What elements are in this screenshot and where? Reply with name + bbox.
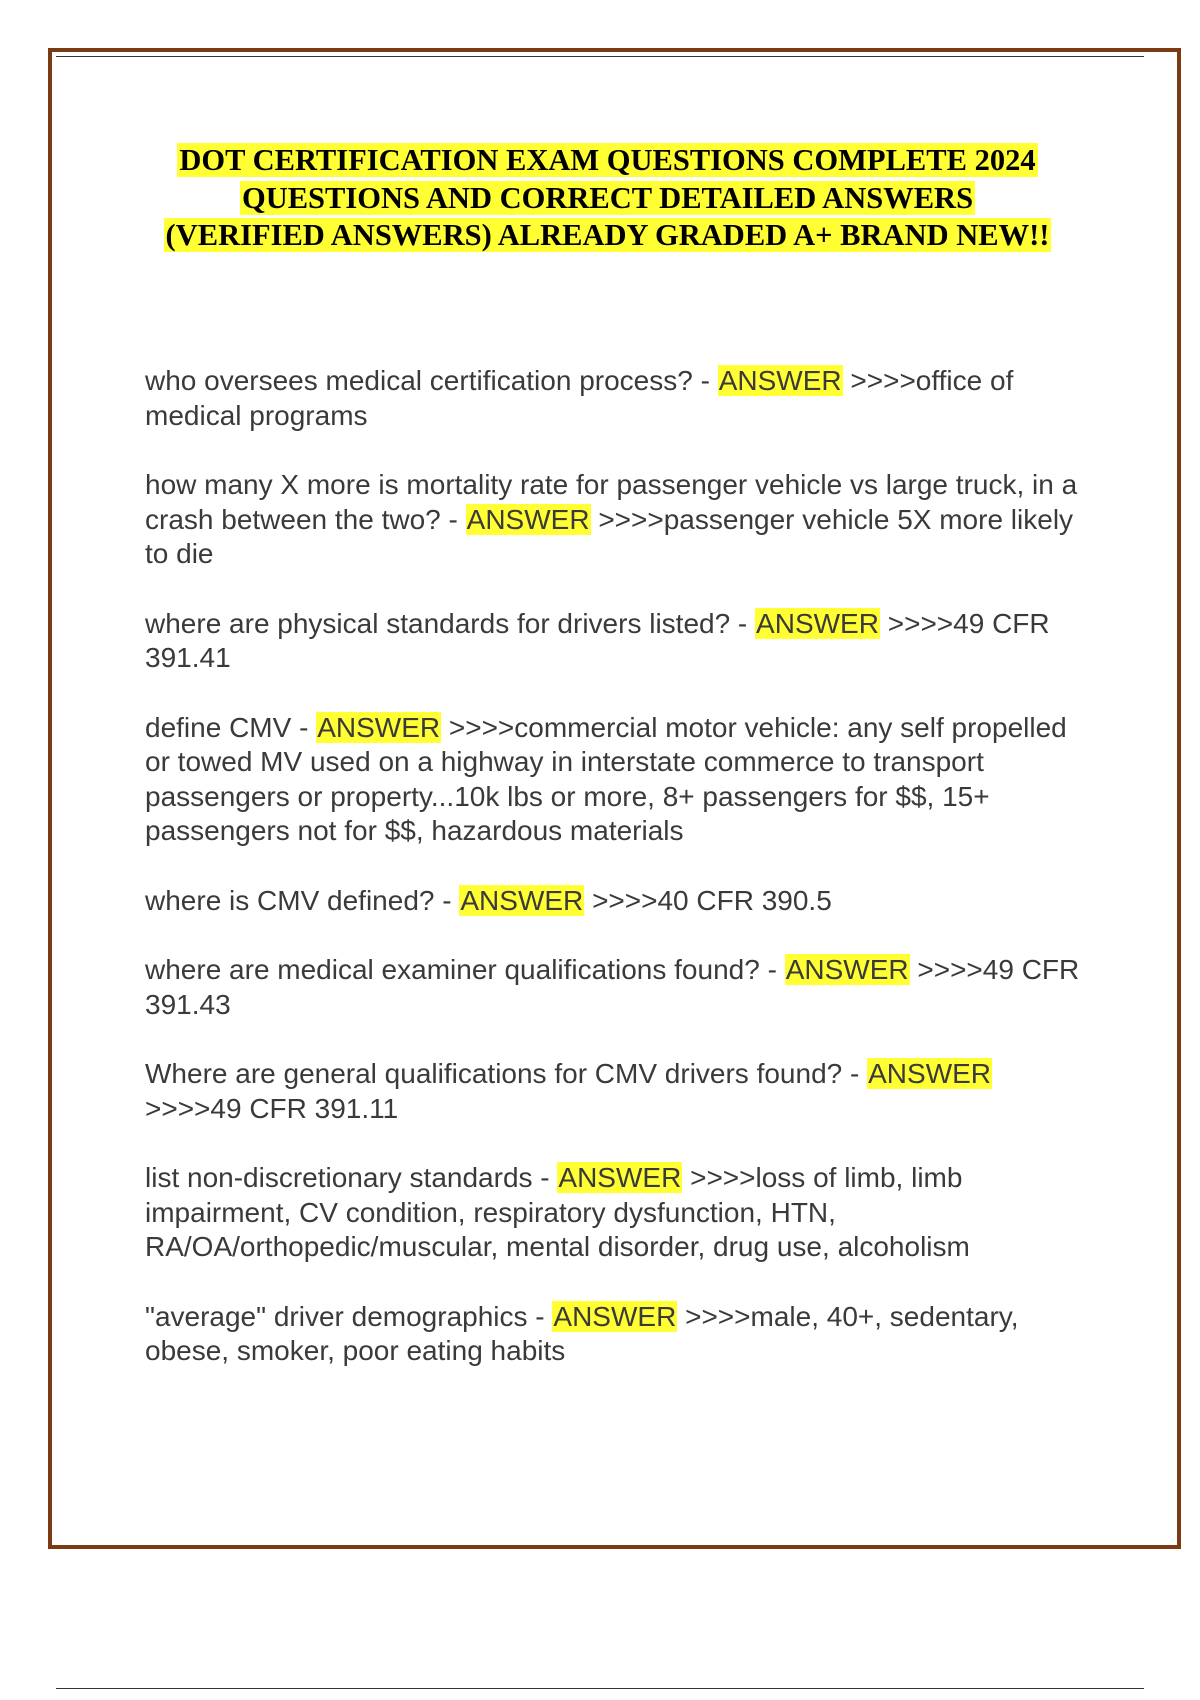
qa-item (145, 364, 1095, 433)
separator: - (434, 884, 460, 916)
answer-label: ANSWER (558, 1162, 682, 1193)
title-line-2: QUESTIONS AND CORRECT DETAILED ANSWERS (241, 180, 974, 215)
answer-label: ANSWER (553, 1300, 677, 1332)
answer-text: male, 40+, sedentary, obese, smoker, poor eating habits (145, 1300, 1019, 1366)
separator: - (692, 365, 718, 396)
separator: - (842, 1058, 868, 1089)
answer-label: ANSWER (317, 711, 441, 743)
qa-list (145, 364, 1095, 1404)
qa-item (145, 468, 1095, 572)
question-text: where are medical examiner qualifications found? (145, 954, 760, 985)
qa-item (145, 1161, 1095, 1265)
answer-arrow: >>>> (887, 607, 954, 639)
separator: - (730, 607, 756, 639)
answer-text: 49 CFR 391.11 (210, 1092, 399, 1124)
qa-item (145, 1057, 1095, 1126)
answer-label: ANSWER (460, 884, 584, 916)
answer-text: loss of limb, limb impairment, CV condition, respiratory dysfunction, HTN, RA/OA/orthopedic/muscular, mental disorder, drug use, alcoholism (145, 1162, 970, 1262)
answer-arrow: >>>> (917, 954, 983, 985)
answer-label: ANSWER (868, 1058, 992, 1089)
answer-arrow: >>>> (448, 711, 515, 743)
question-text: who oversees medical certification process? (145, 365, 693, 396)
question-text: "average" driver demographics (145, 1300, 528, 1332)
answer-text: passenger vehicle 5X more likely to die (145, 503, 1074, 569)
answer-text: 49 CFR 391.43 (145, 954, 1080, 1020)
question-text: Where are general qualifications for CMV drivers found? (145, 1058, 843, 1089)
title-line-1: DOT CERTIFICATION EXAM QUESTIONS COMPLETE 2024 (179, 143, 1036, 177)
qa-item (145, 953, 1095, 1022)
question-text: list non-discretionary standards (145, 1162, 533, 1193)
question-text: how many X more is mortality rate for passenger vehicle vs large truck, in a crash between the two? (145, 469, 1078, 535)
answer-label: ANSWER (718, 365, 842, 396)
answer-text: 40 CFR 390.5 (657, 884, 832, 916)
separator: - (759, 954, 785, 985)
qa-item (145, 884, 1095, 919)
answer-arrow: >>>> (685, 1300, 751, 1332)
separator: - (291, 711, 317, 743)
document-title (130, 142, 1085, 255)
question-text: where is CMV defined? (145, 884, 435, 916)
qa-item (145, 607, 1095, 676)
question-text: where are physical standards for drivers listed? (145, 607, 731, 639)
answer-text: office of medical programs (145, 365, 1014, 431)
answer-arrow: >>>> (850, 365, 916, 396)
separator: - (440, 503, 466, 535)
answer-arrow: >>>> (145, 1092, 211, 1124)
answer-text: commercial motor vehicle: any self propelled or towed MV used on a highway in interstate commerce to transport passengers or property...10k lbs or more, 8+ passengers for $$, 15+ passengers not for $$, hazardous materials (145, 711, 1067, 846)
separator: - (532, 1162, 558, 1193)
separator: - (527, 1300, 553, 1332)
answer-text: 49 CFR 391.41 (145, 607, 1050, 673)
answer-label: ANSWER (785, 954, 909, 985)
answer-label: ANSWER (466, 503, 590, 535)
qa-item (145, 711, 1095, 849)
qa-item (145, 1300, 1095, 1369)
question-text: define CMV (145, 711, 292, 743)
bottom-rule (56, 1688, 1144, 1689)
answer-arrow: >>>> (598, 503, 664, 535)
title-line-3: (VERIFIED ANSWERS) ALREADY GRADED A+ BRAND NEW!! (165, 218, 1050, 252)
answer-arrow: >>>> (690, 1162, 756, 1193)
answer-label: ANSWER (756, 607, 879, 639)
answer-arrow: >>>> (592, 884, 658, 916)
